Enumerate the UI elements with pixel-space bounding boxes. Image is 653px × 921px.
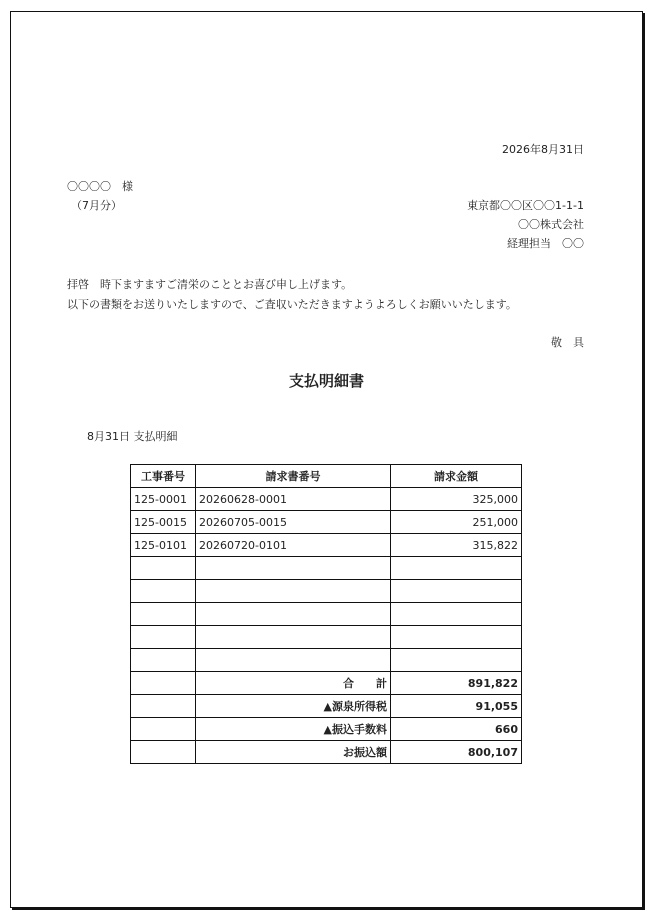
summary-value: 891,822 [391, 672, 522, 695]
header-invoice-number: 請求書番号 [196, 465, 391, 488]
message-text: 以下の書類をお送りいたしますので、ご査収いただきますようよろしくお願いいたします。 [67, 298, 517, 311]
billing-period: （7月分） [71, 199, 122, 212]
recipient-name: 〇〇〇〇 様 [67, 180, 133, 193]
project-number-cell [131, 626, 196, 649]
invoice-number-cell: 20260628-0001 [196, 488, 391, 511]
invoice-number-cell [196, 626, 391, 649]
summary-row-total [131, 672, 522, 695]
project-number-cell [131, 557, 196, 580]
table-row [131, 603, 522, 626]
table-row [131, 580, 522, 603]
section-label: 8月31日 支払明細 [87, 430, 178, 443]
project-number-cell [131, 580, 196, 603]
invoice-number-cell [196, 649, 391, 672]
table-row [131, 534, 522, 557]
invoice-number-cell: 20260705-0015 [196, 511, 391, 534]
document-title: 支払明細書 [288, 372, 364, 390]
summary-value: 660 [391, 718, 522, 741]
project-number-cell: 125-0015 [131, 511, 196, 534]
payment-table [130, 464, 522, 764]
amount-cell [391, 557, 522, 580]
summary-value: 91,055 [391, 695, 522, 718]
project-number-cell: 125-0101 [131, 534, 196, 557]
greeting-text: 拝啓 時下ますますご清栄のこととお喜び申し上げます。 [67, 278, 353, 291]
table-row [131, 488, 522, 511]
summary-row-withholding [131, 695, 522, 718]
summary-label: ▲源泉所得税 [196, 695, 391, 718]
summary-label: お振込額 [196, 741, 391, 764]
closing-text: 敬 具 [551, 336, 584, 349]
sender-person: 経理担当 〇〇 [507, 237, 584, 250]
project-number-cell [131, 603, 196, 626]
amount-cell [391, 580, 522, 603]
amount-cell [391, 603, 522, 626]
table-row [131, 557, 522, 580]
document-page [10, 11, 643, 908]
invoice-number-cell [196, 580, 391, 603]
amount-cell: 315,822 [391, 534, 522, 557]
summary-label: 合 計 [196, 672, 391, 695]
amount-cell: 325,000 [391, 488, 522, 511]
summary-label: ▲振込手数料 [196, 718, 391, 741]
sender-address: 東京都〇〇区〇〇1-1-1 [467, 199, 584, 212]
amount-cell [391, 626, 522, 649]
amount-cell: 251,000 [391, 511, 522, 534]
sender-company: 〇〇株式会社 [518, 218, 584, 231]
invoice-number-cell [196, 603, 391, 626]
issue-date: 2026年8月31日 [502, 143, 584, 156]
summary-value: 800,107 [391, 741, 522, 764]
table-header-row [131, 465, 522, 488]
table-row [131, 511, 522, 534]
summary-row-payment [131, 741, 522, 764]
invoice-number-cell: 20260720-0101 [196, 534, 391, 557]
invoice-number-cell [196, 557, 391, 580]
header-invoice-amount: 請求金額 [391, 465, 522, 488]
summary-row-transfer-fee [131, 718, 522, 741]
project-number-cell: 125-0001 [131, 488, 196, 511]
header-project-number: 工事番号 [131, 465, 196, 488]
amount-cell [391, 649, 522, 672]
table-row [131, 626, 522, 649]
project-number-cell [131, 649, 196, 672]
table-row [131, 649, 522, 672]
